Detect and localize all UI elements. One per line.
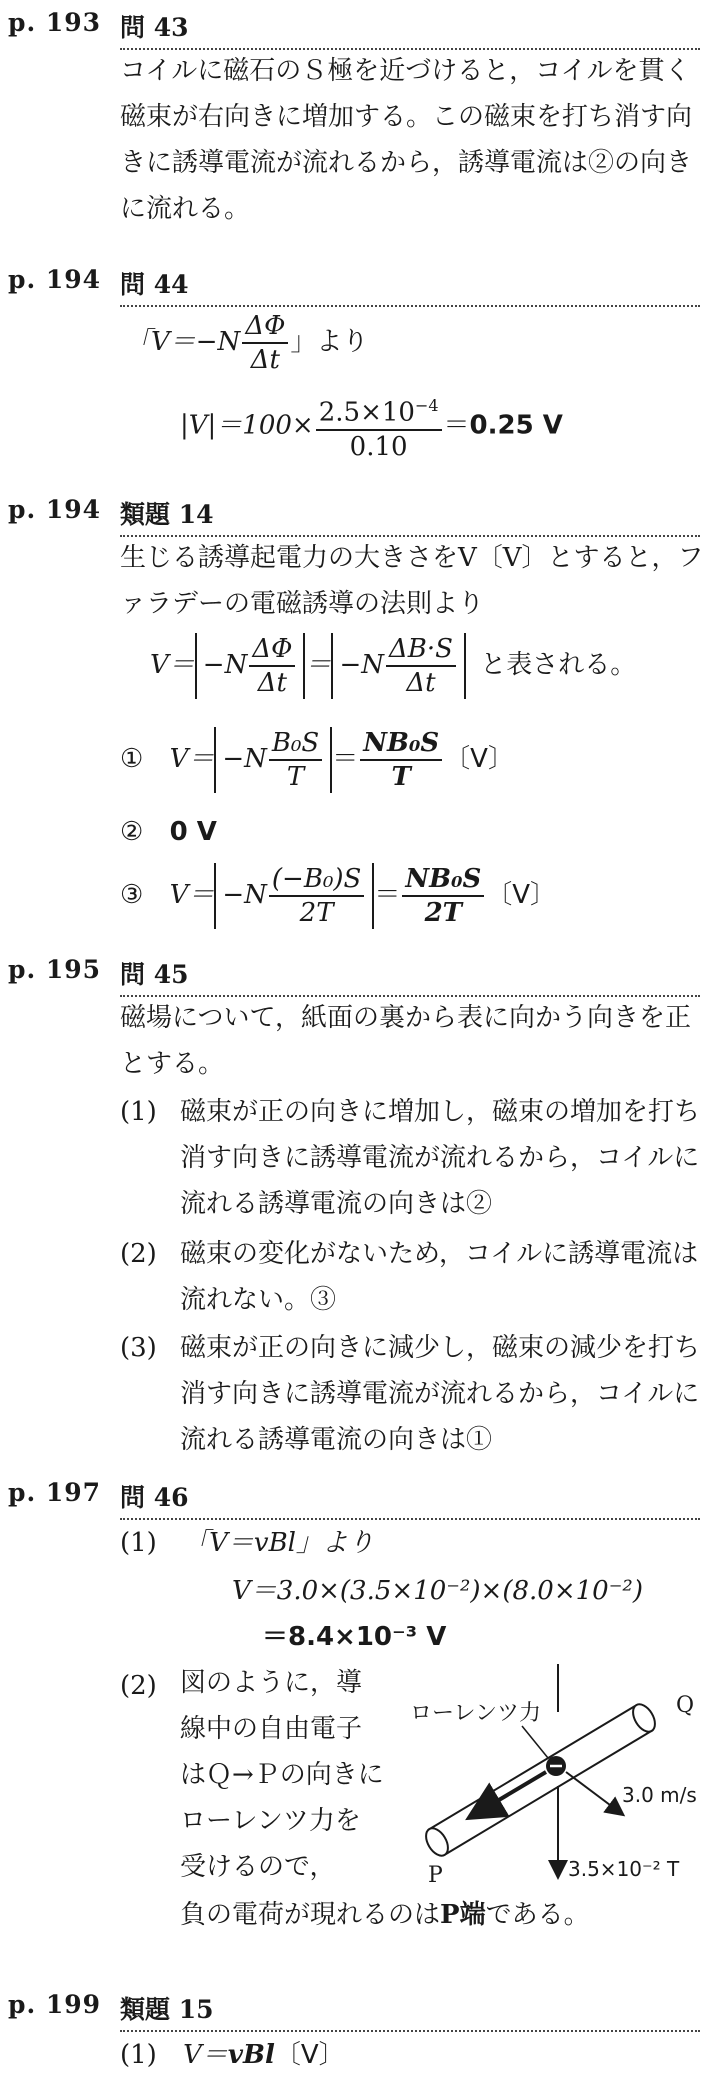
formula-lead <box>125 310 368 376</box>
abs <box>214 863 374 929</box>
body-text: 生じる誘導起電力の大きさをV〔V〕とすると，ファラデーの電磁誘導の法則より <box>120 543 704 619</box>
unit: 〔V〕 <box>444 744 514 774</box>
item-text: 磁束が正の向きに減少し，磁束の減少を打ち消す向きに誘導電流が流れるから，コイルに流れる誘導電流の向きは① <box>180 1333 701 1455</box>
numerator: (−B₀)S <box>269 863 364 897</box>
item-1 <box>120 727 514 793</box>
coef: −N <box>339 650 384 680</box>
denominator: T <box>391 762 411 792</box>
section-title: 問 44 <box>120 265 700 307</box>
item-2-marker <box>120 1671 157 1701</box>
numerator: B₀S <box>269 727 322 761</box>
leader-line <box>522 1726 548 1758</box>
formula-suffix: 」より <box>290 327 369 357</box>
fraction <box>242 310 288 376</box>
label-q: Q <box>676 1693 695 1718</box>
lorentz-force-label: ローレンツ力 <box>410 1701 542 1726</box>
label-p: P <box>428 1863 443 1888</box>
answer: 0.25 V <box>469 410 563 441</box>
formula-lhs: 「V＝−N <box>125 327 241 357</box>
equals: ＝ <box>374 880 401 910</box>
conclusion-bold: P端 <box>440 1900 486 1930</box>
item-marker: ② <box>120 817 144 847</box>
body-text: コイルに磁石のＳ極を近づけると，コイルを貫く磁束が右向きに増加する。この磁束を打ち消す向きに誘導電流が流れるから，誘導電流は②の向きに流れる。 <box>120 56 693 224</box>
item-marker: (2) <box>120 1671 157 1701</box>
item-marker: (1) <box>120 1528 157 1558</box>
numerator: 2.5×10 <box>318 397 415 428</box>
item-text: 磁束の変化がないため，コイルに誘導電流は流れない。③ <box>180 1239 699 1315</box>
item-marker: ③ <box>120 880 144 910</box>
page-ref: p. 193 <box>8 8 102 37</box>
conclusion-pre: 負の電荷が現れるのは <box>180 1900 441 1930</box>
section-title: 問 43 <box>120 8 700 50</box>
rod-end-p <box>422 1825 453 1860</box>
answer: vBl <box>227 2040 275 2070</box>
result-fraction <box>402 863 484 929</box>
conclusion-post: である。 <box>485 1900 590 1930</box>
lhs: V＝ <box>169 880 215 910</box>
section-title: 類題 15 <box>120 1990 700 2032</box>
numerator: NB₀S <box>402 863 484 897</box>
item-1 <box>120 1522 374 1559</box>
denominator: 0.10 <box>349 431 408 462</box>
section-q44 <box>0 265 720 475</box>
item-text: 磁束が正の向きに増加し，磁束の増加を打ち消す向きに誘導電流が流れるから，コイルに流れる誘導電流の向きは② <box>180 1097 701 1219</box>
page-ref: p. 194 <box>8 495 102 524</box>
fraction <box>316 390 442 463</box>
velocity-arrow <box>566 1772 622 1814</box>
lhs: V＝ <box>169 744 215 774</box>
answer: ＝8.4×10⁻³ V <box>262 1622 447 1652</box>
abs-2 <box>331 633 466 699</box>
equals: ＝ <box>443 410 470 441</box>
section-q43 <box>0 8 720 248</box>
denominator: 2T <box>299 898 334 928</box>
conductor-rod <box>428 1706 653 1854</box>
item-marker: (1) <box>120 2040 157 2070</box>
body-text: 磁場について，紙面の裏から表に向かう向きを正とする。 <box>120 1003 691 1079</box>
conductor-figure <box>390 1654 710 1894</box>
field-label: 3.5×10⁻² T <box>568 1857 680 1881</box>
item-conclusion <box>180 1894 590 1931</box>
section-r14 <box>0 495 720 935</box>
equals: ＝ <box>305 650 332 680</box>
section-q45 <box>0 955 720 1455</box>
page-ref: p. 199 <box>8 1990 102 2019</box>
section-q46 <box>0 1478 720 1968</box>
coef: −N <box>222 744 267 774</box>
item-marker: (1) <box>120 1097 157 1127</box>
calc-lhs: |V|＝100× <box>180 410 314 441</box>
velocity-label: 3.0 m/s <box>622 1783 697 1807</box>
item-marker: (3) <box>120 1333 157 1363</box>
denominator: Δt <box>406 668 436 698</box>
abs-1 <box>195 633 306 699</box>
lorentz-force-arrow <box>472 1772 546 1816</box>
item-marker: (2) <box>120 1239 157 1269</box>
lhs: V＝ <box>150 650 195 680</box>
item-marker: ① <box>120 744 144 774</box>
section-title: 問 46 <box>120 1478 700 1520</box>
result-fraction <box>360 727 442 793</box>
item-text: 図のように，導線中の自由電子はＱ→Ｐの向きにローレンツ力を受けるので， <box>180 1668 384 1882</box>
page-ref: p. 197 <box>8 1478 102 1507</box>
section-title: 問 45 <box>120 955 700 997</box>
exponent: −4 <box>414 396 439 415</box>
calculation <box>180 390 563 463</box>
numerator: ΔΦ <box>242 310 288 344</box>
unit: 〔V〕 <box>274 2040 345 2070</box>
item-2 <box>120 817 217 847</box>
equals: ＝ <box>332 744 359 774</box>
item-1 <box>120 2034 345 2071</box>
answer: 0 V <box>169 817 217 847</box>
denominator: Δt <box>250 345 280 375</box>
faraday-equation <box>150 633 636 699</box>
numerator: ΔB·S <box>386 633 456 667</box>
formula-suffix: と表される。 <box>480 650 637 680</box>
abs <box>214 727 332 793</box>
numerator: ΔΦ <box>249 633 295 667</box>
page-ref: p. 195 <box>8 955 102 984</box>
formula-lead: 「V＝vBl」より <box>183 1528 374 1558</box>
lhs: V＝ <box>183 2040 228 2070</box>
item-3 <box>120 863 556 929</box>
denominator: 2T <box>424 898 463 928</box>
denominator: T <box>286 762 305 792</box>
page-ref: p. 194 <box>8 265 102 294</box>
rod-end-q <box>629 1701 660 1736</box>
section-r15 <box>0 1990 720 2090</box>
section-title: 類題 14 <box>120 495 700 537</box>
coef: −N <box>222 880 267 910</box>
denominator: Δt <box>257 668 287 698</box>
unit: 〔V〕 <box>486 880 557 910</box>
coef: −N <box>202 650 248 680</box>
numerator: NB₀S <box>360 727 442 761</box>
calculation: V＝3.0×(3.5×10⁻²)×(8.0×10⁻²) <box>232 1576 643 1606</box>
